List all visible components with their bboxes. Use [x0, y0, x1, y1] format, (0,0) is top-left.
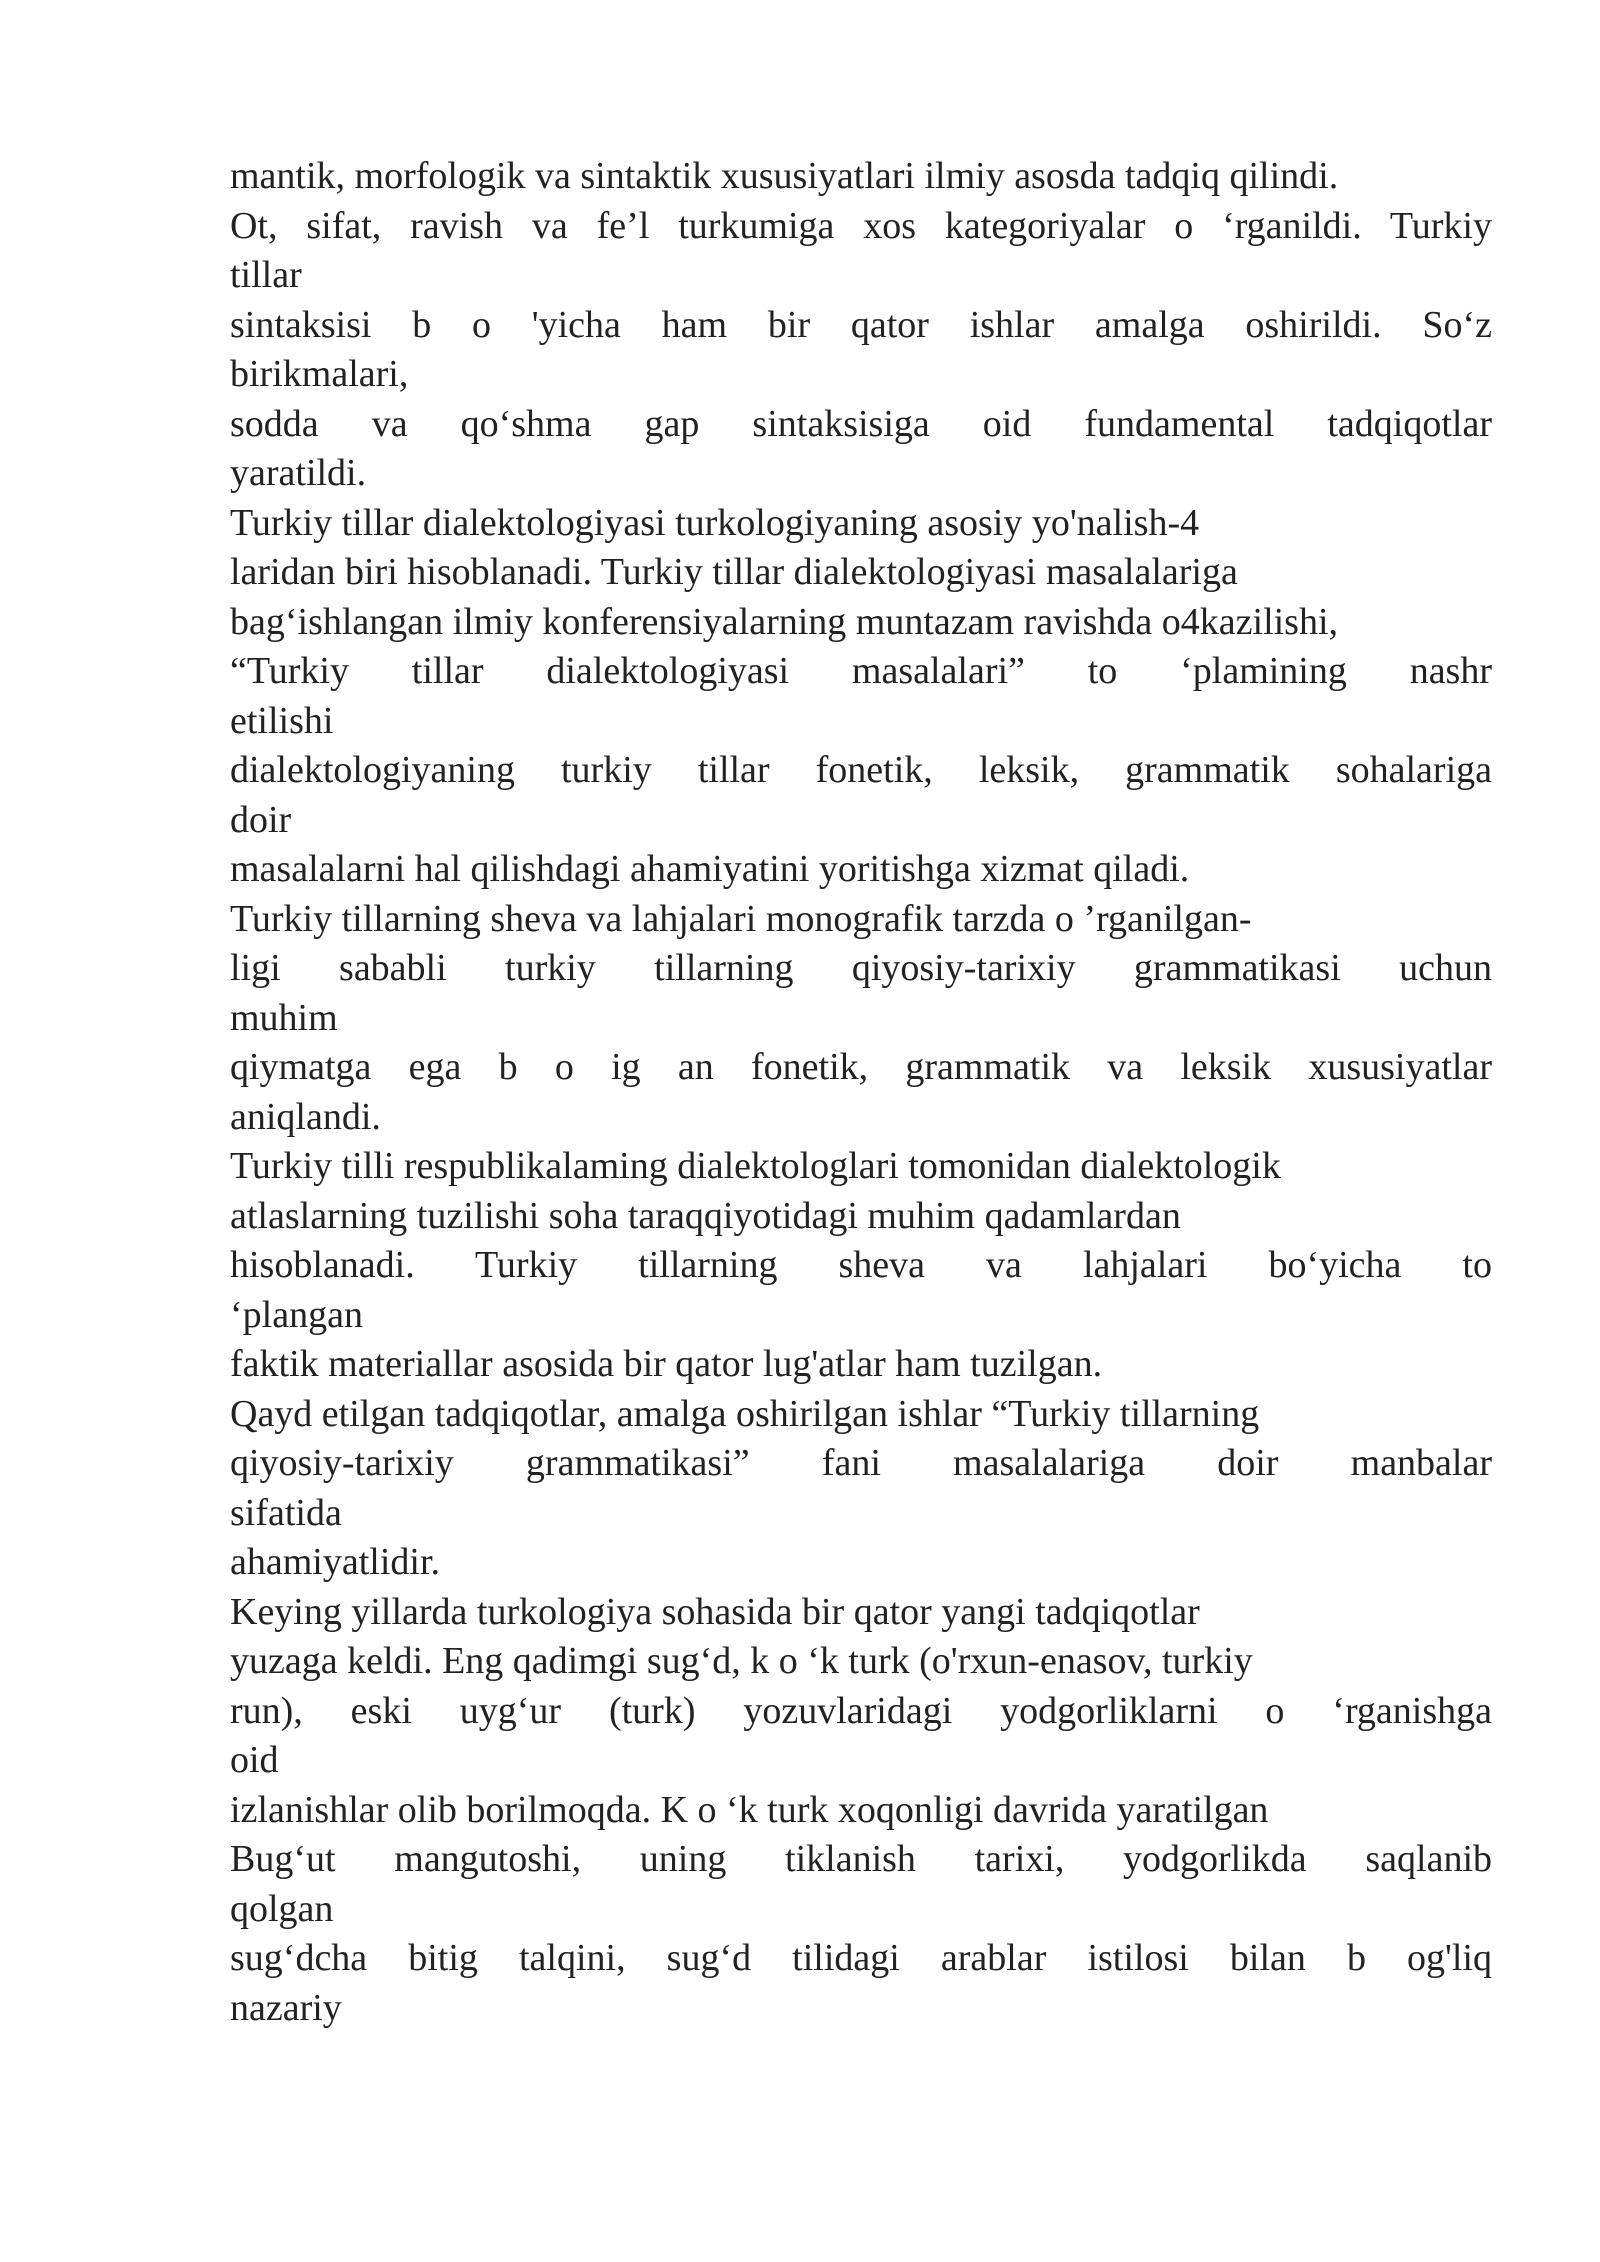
text-line: aniqlandi.	[230, 1095, 381, 1138]
text-line: Turkiy tillar dialektologiyasi turkologiyaning asosiy yo'nalish-4	[230, 501, 1200, 544]
text-line: izlanishlar olib borilmoqda. K o ‘k turk xoqonligi davrida yaratilgan	[230, 1788, 1269, 1831]
text-line: tillar	[230, 254, 302, 296]
text-line: birikmalari,	[230, 353, 409, 395]
text-line: yaratildi.	[230, 452, 367, 494]
text-line: qolgan	[230, 1887, 334, 1930]
text-line: bag‘ishlangan ilmiy konferensiyalarning muntazam ravishda o4kazilishi,	[230, 600, 1339, 643]
text-line: run), eski uyg‘ur (turk) yozuvlaridagi yodgorliklarni o ‘rganishga	[230, 1689, 1492, 1732]
text-line: Keying yillarda turkologiya sohasida bir qator yangi tadqiqotlar	[230, 1590, 1200, 1633]
text-line: masalalarni hal qilishdagi ahamiyatini yoritishga xizmat qiladi.	[230, 848, 1190, 890]
text-line: Turkiy tillarning sheva va lahjalari monografik tarzda o ’rganilgan-	[230, 897, 1252, 940]
text-line: dialektologiyaning turkiy tillar fonetik, leksik, grammatik sohalariga	[230, 749, 1492, 791]
text-line: yuzaga keldi. Eng qadimgi sug‘d, k o ‘k turk (o'rxun-enasov, turkiy	[230, 1640, 1253, 1682]
text-line: ligi sababli turkiy tillarning qiyosiy-tarixiy grammatikasi uchun	[230, 947, 1492, 989]
text-line: qiyosiy-tarixiy grammatikasi” fani masalalariga doir manbalar	[230, 1442, 1492, 1484]
text-line: nazariy	[230, 1986, 342, 2029]
text-line: laridan biri hisoblanadi. Turkiy tillar dialektologiyasi masalalariga	[230, 551, 1238, 593]
body-text	[230, 152, 1492, 2033]
text-line: muhim	[230, 996, 338, 1039]
text-line: mantik, morfologik va sintaktik xususiyatlari ilmiy asosda tadqiq qilindi.	[230, 155, 1339, 197]
text-line: sifatida	[230, 1491, 342, 1534]
text-line: faktik materiallar asosida bir qator lug'atlar ham tuzilgan.	[230, 1343, 1103, 1385]
text-line: oid	[230, 1739, 279, 1781]
text-line: sintaksisi b o 'yicha ham bir qator ishlar amalga oshirildi. So‘z	[230, 303, 1492, 346]
text-line: qiymatga ega b o ig an fonetik, grammatik va leksik xususiyatlar	[230, 1046, 1492, 1088]
text-line: Turkiy tilli respublikalaming dialektologlari tomonidan dialektologik	[230, 1145, 1281, 1187]
text-line: sodda va qo‘shma gap sintaksisiga oid fundamental tadqiqotlar	[230, 402, 1492, 445]
text-line: ‘plangan	[230, 1293, 363, 1336]
text-line: “Turkiy tillar dialektologiyasi masalalari” to ‘plamining nashr	[230, 650, 1492, 692]
text-line: hisoblanadi. Turkiy tillarning sheva va lahjalari bo‘yicha to	[230, 1244, 1492, 1286]
text-line: Qayd etilgan tadqiqotlar, amalga oshirilgan ishlar “Turkiy tillarning	[230, 1392, 1260, 1435]
text-line: atlaslarning tuzilishi soha taraqqiyotidagi muhim qadamlardan	[230, 1194, 1181, 1237]
text-line: ahamiyatlidir.	[230, 1541, 441, 1583]
text-line: sug‘dcha bitig talqini, sug‘d tilidagi arablar istilosi bilan b og'liq	[230, 1937, 1492, 1979]
text-line: etilishi	[230, 699, 334, 742]
text-line: doir	[230, 798, 292, 841]
text-line: Ot, sifat, ravish va fe’l turkumiga xos kategoriyalar o ‘rganildi. Turkiy	[230, 204, 1492, 247]
text-line: Bug‘ut mangutoshi, uning tiklanish tarixi, yodgorlikda saqlanib	[230, 1838, 1492, 1880]
